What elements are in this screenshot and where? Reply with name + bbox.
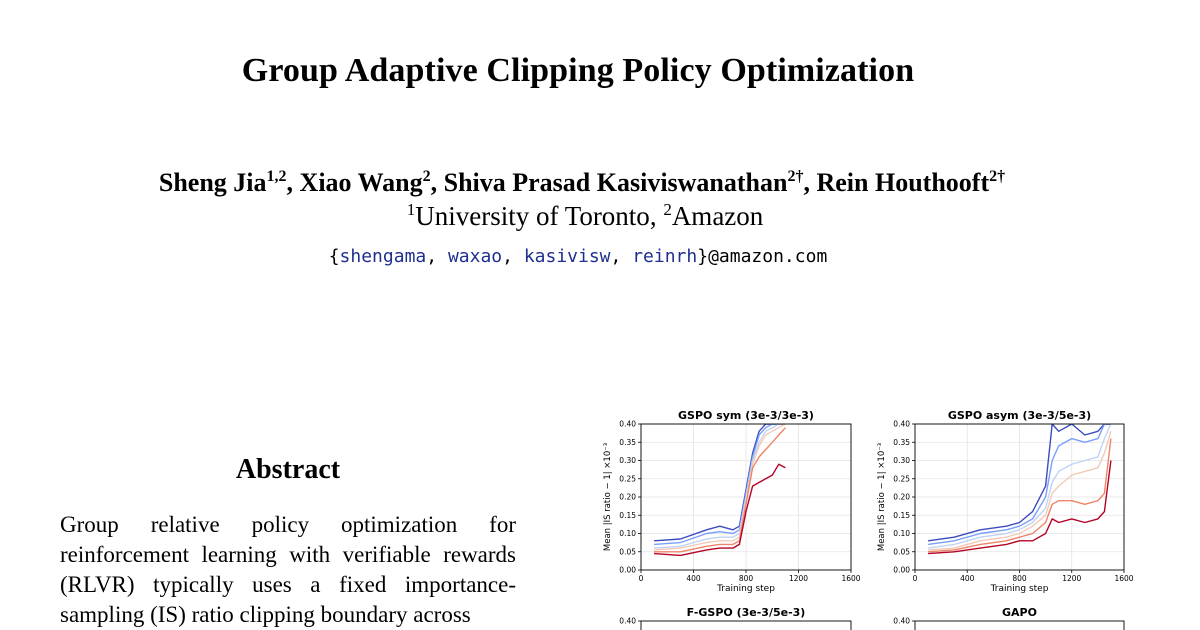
y-tick-label: 0.35 <box>619 437 636 447</box>
series-line <box>654 424 785 541</box>
email-user[interactable]: waxao <box>447 246 503 267</box>
abstract-heading: Abstract <box>235 454 341 485</box>
author-2: Xiao Wang$^2$, <box>299 168 444 197</box>
x-tick-label: 400 <box>686 574 701 583</box>
y-tick-label: 0.05 <box>893 547 910 557</box>
y-tick-label: 0.40 <box>893 616 910 626</box>
author-emails: {shengama, waxao, kasivisw, reinrh}@amazon.com <box>328 246 828 267</box>
y-tick-label: 0.40 <box>619 419 636 429</box>
chart-panel <box>619 606 851 630</box>
x-tick-label: 0 <box>912 574 918 583</box>
email-user[interactable]: kasivisw <box>523 246 611 267</box>
y-tick-label: 0.10 <box>619 529 636 538</box>
y-tick-label: 0.10 <box>893 529 910 538</box>
y-tick-label: 0.00 <box>619 565 636 575</box>
x-axis-label: Training step <box>717 584 775 594</box>
y-tick-label: 0.00 <box>893 565 910 575</box>
x-tick-label: 400 <box>960 574 975 583</box>
y-tick-label: 0.30 <box>893 456 910 465</box>
x-tick-label: 1600 <box>1114 574 1134 583</box>
x-tick-label: 800 <box>738 574 754 583</box>
y-tick-label: 0.40 <box>893 419 910 429</box>
x-tick-label: 0 <box>638 574 644 583</box>
author-3: Shiva Prasad Kasiviswanathan$^{2\dagger}$, <box>443 168 817 197</box>
x-tick-label: 1600 <box>841 574 861 583</box>
figure-panel-grid <box>596 404 1136 630</box>
chart-panel <box>603 409 861 594</box>
y-axis-label: Mean |IS ratio − 1| ×10⁻³ <box>877 442 887 552</box>
y-tick-label: 0.25 <box>619 474 636 484</box>
y-tick-label: 0.20 <box>619 492 636 502</box>
y-tick-label: 0.20 <box>893 492 910 502</box>
chart-panel <box>877 409 1134 594</box>
plot-frame <box>641 621 851 630</box>
email-user[interactable]: shengama <box>339 246 427 267</box>
y-tick-label: 0.40 <box>619 616 636 626</box>
x-axis-label: Training step <box>990 584 1049 594</box>
email-user[interactable]: reinrh <box>632 246 698 267</box>
y-tick-label: 0.30 <box>619 456 636 465</box>
x-tick-label: 1200 <box>1062 574 1082 583</box>
x-tick-label: 800 <box>1012 574 1027 583</box>
y-tick-label: 0.25 <box>893 474 910 484</box>
x-tick-label: 1200 <box>788 574 809 583</box>
affiliations: $^1$University of Toronto, $^2$Amazon <box>406 200 764 231</box>
plot-frame <box>915 621 1124 630</box>
y-axis-label: Mean |IS ratio − 1| ×10⁻³ <box>603 442 613 552</box>
y-tick-label: 0.35 <box>893 437 910 447</box>
author-1: Sheng Jia$^{1,2}$, <box>158 168 300 197</box>
paper-title: Group Adaptive Clipping Policy Optimization <box>241 52 915 89</box>
chart-title: GSPO asym (3e-3/5e-3) <box>947 409 1092 422</box>
y-tick-label: 0.05 <box>619 547 636 557</box>
chart-title: F-GSPO (3e-3/5e-3) <box>686 606 806 619</box>
abstract-text: Group relative policy optimization for reinforcement learning with verifiable rewards (RLVR) typically uses a fixed importance-sampling (IS) ratio clipping boundary across <box>60 512 516 627</box>
series-line <box>654 464 785 555</box>
chart-title: GSPO sym (3e-3/3e-3) <box>678 409 814 422</box>
author-list <box>0 168 1164 198</box>
chart-title: GAPO <box>1002 606 1037 619</box>
author-4: Rein Houthooft$^{2\dagger}$ <box>816 168 1006 197</box>
y-tick-label: 0.15 <box>893 510 910 520</box>
chart-panel <box>893 606 1124 630</box>
y-tick-label: 0.15 <box>619 510 636 520</box>
